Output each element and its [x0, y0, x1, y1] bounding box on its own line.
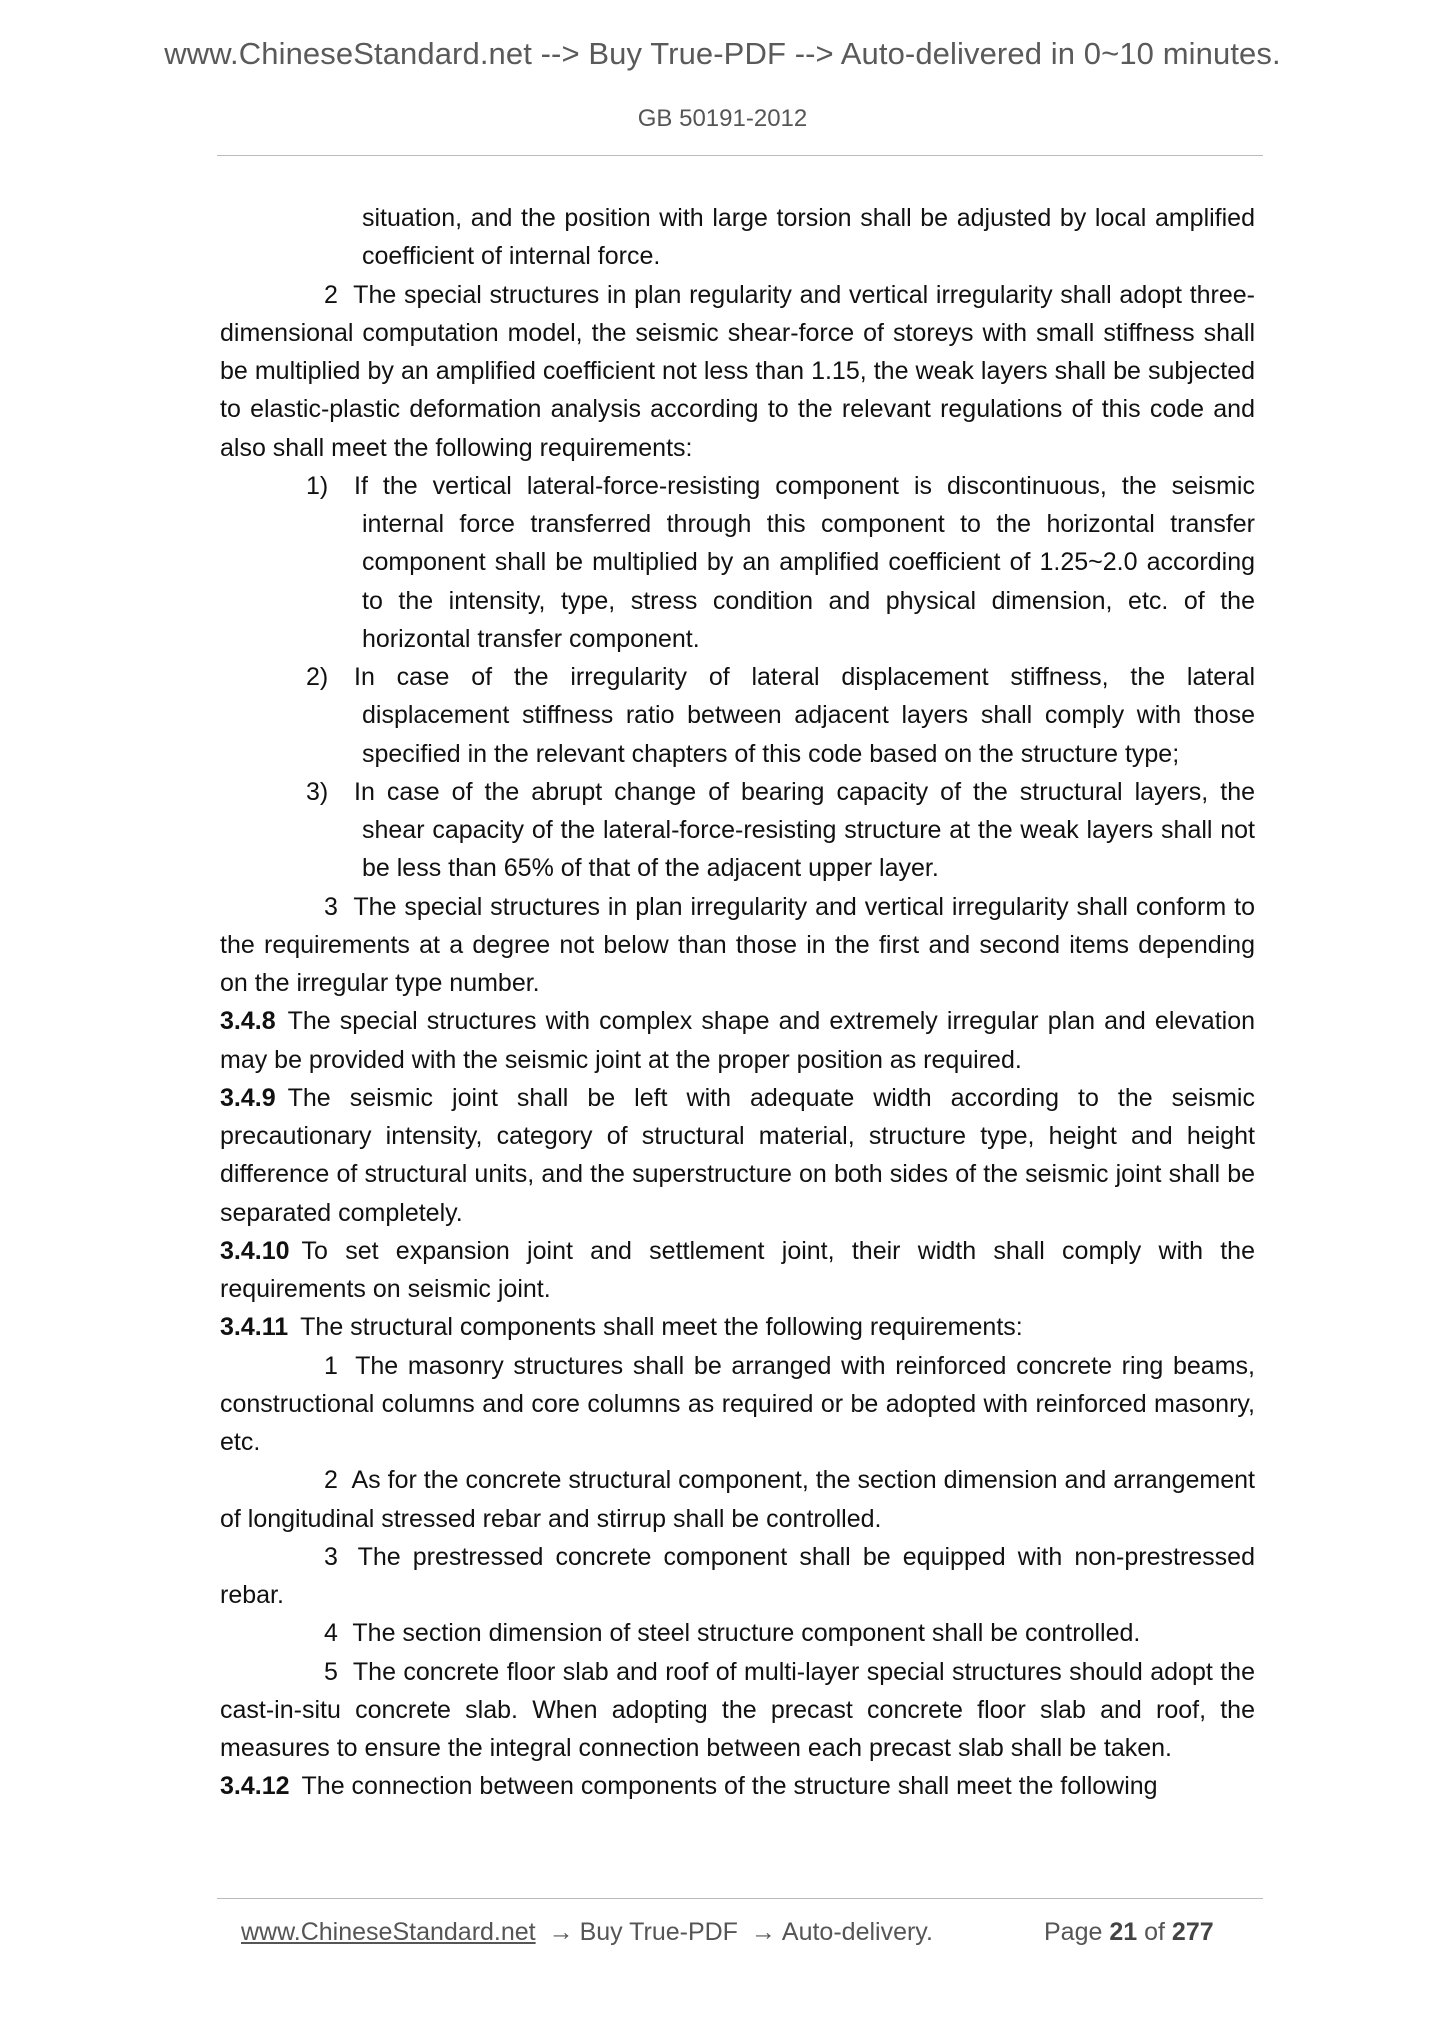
item-text: The concrete floor slab and roof of multi-layer special structures should adopt the cast-in-situ concrete slab. When adopting the precast concrete floor slab and roof, the measures to ensure the integral connection between each precast slab shall be taken. — [220, 1657, 1255, 1762]
section-3-4-11 — [220, 1308, 1255, 1346]
footer-site-link[interactable]: www.ChineseStandard.net — [241, 1918, 536, 1946]
item-number: 1 — [324, 1351, 338, 1380]
item-text: The section dimension of steel structure component shall be controlled. — [352, 1619, 1141, 1648]
section-text: To set expansion joint and settlement joint, their width shall comply with the requirements on seismic joint. — [220, 1236, 1255, 1303]
item-3-4-11-5 — [220, 1653, 1255, 1768]
section-number: 3.4.12 — [220, 1772, 290, 1801]
section-3-4-10 — [220, 1232, 1255, 1309]
footer-divider — [217, 1898, 1263, 1899]
item-3 — [220, 888, 1255, 1003]
item-3-4-11-3 — [220, 1538, 1255, 1615]
item-number: 2 — [324, 1466, 338, 1495]
item-2 — [220, 276, 1255, 467]
sub-item-2 — [220, 658, 1255, 773]
continued-paragraph: situation, and the position with large torsion shall be adjusted by local amplified coefficient of internal force. — [362, 204, 1255, 271]
item-number: 3 — [324, 892, 338, 921]
section-text: The seismic joint shall be left with adequate width according to the seismic precautionary intensity, category of structural material, structure type, height and height difference of structural units, and the superstructure on both sides of the seismic joint shall be separated completely. — [220, 1083, 1255, 1227]
item-3-4-11-4 — [220, 1614, 1255, 1652]
sub-item-text: In case of the abrupt change of bearing capacity of the structural layers, the shear capacity of the lateral-force-resisting structure at the weak layers shall not be less than 65% of that of the adjacent upper layer. — [354, 777, 1255, 883]
section-number: 3.4.10 — [220, 1236, 290, 1265]
section-number: 3.4.9 — [220, 1083, 276, 1112]
item-text: As for the concrete structural component, the section dimension and arrangement of longitudinal stressed rebar and stirrup shall be controlled. — [220, 1466, 1255, 1533]
header-divider — [217, 155, 1263, 156]
item-number: 3 — [324, 1542, 338, 1571]
section-3-4-9 — [220, 1079, 1255, 1232]
sub-item-text: If the vertical lateral-force-resisting component is discontinuous, the seismic internal force transferred through this component to the horizontal transfer component shall be multiplied by an amplified coefficient of 1.25~2.0 according to the intensity, type, stress condition and physical dimension, etc. of the horizontal transfer component. — [354, 471, 1255, 653]
section-number: 3.4.11 — [220, 1313, 289, 1342]
item-number: 2 — [324, 280, 338, 309]
document-body — [220, 199, 1255, 1806]
item-text: The prestressed concrete component shall be equipped with non-prestressed rebar. — [220, 1542, 1255, 1609]
sub-item-number: 2) — [306, 663, 329, 691]
document-id: GB 50191-2012 — [637, 105, 808, 132]
item-text: The special structures in plan irregularity and vertical irregularity shall conform to the requirements at a degree not below than those in the first and second items depending on the irregular type number. — [220, 892, 1255, 997]
item-number: 4 — [324, 1619, 338, 1648]
arrow-right-icon: → — [750, 1918, 776, 1946]
of-label: of — [1144, 1918, 1165, 1946]
arrow-right-icon: → — [548, 1918, 574, 1946]
footer-buy-text: Buy True-PDF — [579, 1918, 738, 1946]
section-number: 3.4.8 — [220, 1007, 276, 1036]
page-indicator — [1044, 1918, 1214, 1947]
item-3-4-11-1 — [220, 1347, 1255, 1462]
sub-item-text: In case of the irregularity of lateral displacement stiffness, the lateral displacement stiffness ratio between adjacent layers shall comply with those specified in the relevant chapters of this code based on the structure type; — [354, 663, 1255, 768]
section-3-4-8 — [220, 1002, 1255, 1079]
site-banner: www.ChineseStandard.net --> Buy True-PDF --> Auto-delivered in 0~10 minutes. — [164, 36, 1281, 71]
page-label: Page — [1044, 1918, 1103, 1946]
section-3-4-12 — [220, 1767, 1255, 1805]
footer-auto-text: Auto-delivery. — [781, 1918, 933, 1946]
section-text: The connection between components of the structure shall meet the following — [301, 1772, 1158, 1801]
section-text: The structural components shall meet the following requirements: — [300, 1313, 1023, 1342]
sub-item-3 — [220, 773, 1255, 888]
section-text: The special structures with complex shape and extremely irregular plan and elevation may be provided with the seismic joint at the proper position as required. — [220, 1007, 1255, 1074]
page-number: 21 — [1109, 1918, 1138, 1946]
sub-item-number: 3) — [306, 777, 329, 806]
item-text: The special structures in plan regularity and vertical irregularity shall adopt three-dimensional computation model, the seismic shear-force of storeys with small stiffness shall be multiplied by an amplified coefficient not less than 1.15, the weak layers shall be subjected to elastic-plastic deformation analysis according to the relevant regulations of this code and also shall meet the following requirements: — [220, 280, 1256, 462]
item-3-4-11-2 — [220, 1461, 1255, 1538]
item-number: 5 — [324, 1657, 338, 1686]
sub-item-1 — [220, 467, 1255, 658]
page-footer — [241, 1918, 1251, 1947]
sub-item-number: 1) — [306, 471, 329, 500]
item-text: The masonry structures shall be arranged with reinforced concrete ring beams, constructional columns and core columns as required or be adopted with reinforced masonry, etc. — [220, 1351, 1255, 1456]
total-pages: 277 — [1171, 1918, 1214, 1946]
